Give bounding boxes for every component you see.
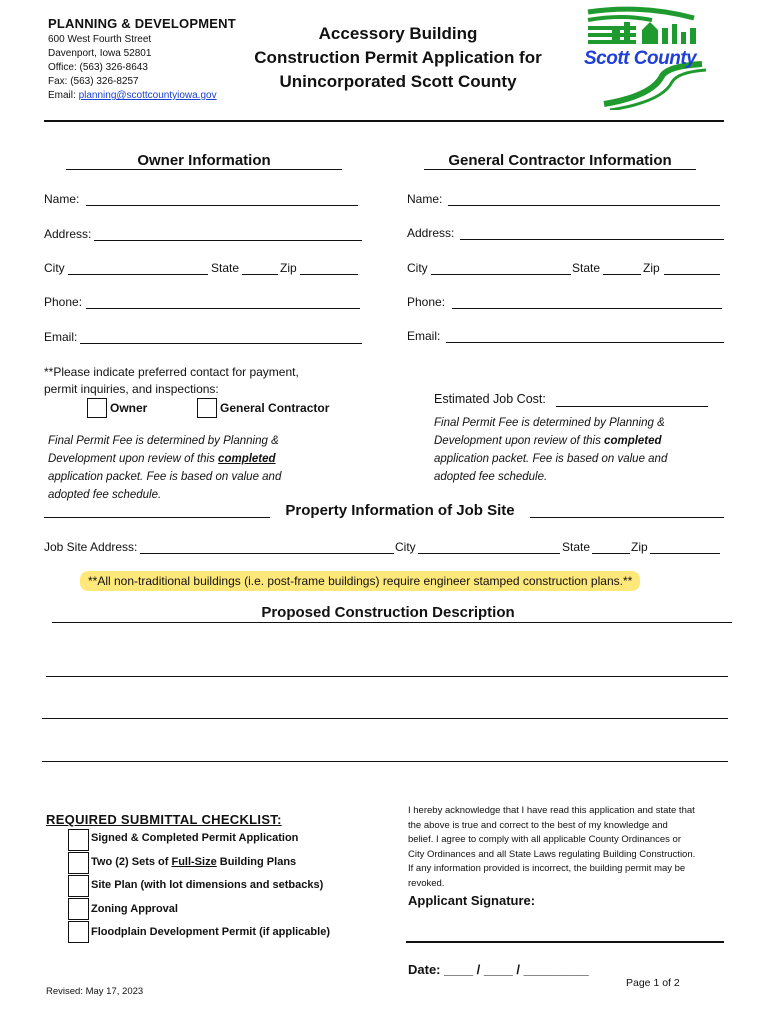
- email-link[interactable]: planning@scottcountyiowa.gov: [78, 90, 217, 101]
- contractor-zip-label: Zip: [643, 261, 660, 275]
- date-label[interactable]: Date: ____ / ____ / _________: [408, 962, 589, 977]
- owner-name-field[interactable]: [86, 205, 358, 206]
- checklist-item-2-em: Full-Size: [171, 856, 217, 868]
- ack-line-4: City Ordinances and all State Laws regulating Building Construction.: [408, 848, 696, 860]
- fee-note-contractor-line-1: Final Permit Fee is determined by Planning &: [434, 417, 665, 429]
- fee-note-owner-line-4: adopted fee schedule.: [48, 489, 162, 501]
- scott-county-logo: [582, 4, 716, 110]
- owner-address-field[interactable]: [94, 240, 362, 241]
- ack-line-5: If any information provided is incorrect, the building permit may be: [408, 863, 686, 874]
- job-site-label: Job Site Address:: [44, 540, 138, 554]
- fee-note-contractor-line-4: adopted fee schedule.: [434, 471, 548, 483]
- owner-phone-label: Phone:: [44, 295, 83, 309]
- owner-zip-field[interactable]: [300, 274, 358, 275]
- job-site-state-label: State: [562, 540, 591, 554]
- owner-state-field[interactable]: [242, 274, 278, 275]
- description-divider: [52, 622, 732, 623]
- checklist-checkbox-2[interactable]: [68, 852, 89, 874]
- contractor-name-field[interactable]: [448, 205, 720, 206]
- checklist-item-2-post: Building Plans: [216, 856, 297, 868]
- address-line-1: 600 West Fourth Street: [48, 34, 152, 45]
- ack-line-2: the above is true and correct to the best of my knowledge and: [408, 819, 668, 831]
- job-site-city-field[interactable]: [418, 553, 560, 554]
- fee-note-contractor-line-3: application packet. Fee is based on value and: [434, 453, 668, 465]
- fee-note-owner: [48, 432, 338, 504]
- engineer-notice: **All non-traditional buildings (i.e. post-frame buildings) require engineer stamped construction plans.**: [80, 571, 640, 591]
- owner-city-label: City: [44, 261, 65, 275]
- owner-contact-checkbox[interactable]: [87, 398, 107, 418]
- contractor-email-label: Email:: [407, 329, 441, 343]
- revised-date: Revised: May 17, 2023: [46, 986, 144, 997]
- fee-note-contractor: [434, 414, 724, 486]
- fee-note-contractor-line-2-em: completed: [604, 435, 662, 447]
- description-line-2[interactable]: [42, 718, 728, 719]
- job-cost-field[interactable]: [556, 406, 708, 407]
- owner-zip-label: Zip: [280, 261, 297, 275]
- contractor-email-field[interactable]: [446, 342, 724, 343]
- job-cost-label: Estimated Job Cost:: [434, 392, 546, 406]
- contractor-name-label: Name:: [407, 192, 443, 206]
- contractor-contact-label: General Contractor: [220, 401, 330, 415]
- department-name: PLANNING & DEVELOPMENT: [48, 16, 236, 31]
- contractor-contact-checkbox[interactable]: [197, 398, 217, 418]
- checklist-item-1: Signed & Completed Permit Application: [91, 832, 299, 844]
- checklist-item-4: Zoning Approval: [91, 903, 178, 915]
- owner-city-field[interactable]: [68, 274, 208, 275]
- owner-address-label: Address:: [44, 227, 92, 241]
- job-site-zip-label: Zip: [631, 540, 648, 554]
- contractor-heading-text: General Contractor Information: [448, 152, 672, 169]
- contractor-address-label: Address:: [407, 226, 455, 240]
- title-line-2: Construction Permit Application for: [254, 48, 542, 67]
- contact-pref-line-1: **Please indicate preferred contact for payment,: [44, 365, 299, 379]
- fee-note-contractor-line-2: [434, 432, 724, 450]
- checklist-item-2-text: Two (2) Sets of: [91, 856, 172, 868]
- contractor-state-field[interactable]: [603, 274, 641, 275]
- email-line: [48, 89, 217, 103]
- owner-phone-field[interactable]: [86, 308, 360, 309]
- ack-line-1: I hereby acknowledge that I have read this application and state that: [408, 805, 695, 816]
- header-divider: [44, 120, 724, 122]
- checklist-checkbox-4[interactable]: [68, 898, 89, 920]
- contractor-city-label: City: [407, 261, 428, 275]
- owner-contact-label: Owner: [110, 401, 148, 415]
- contractor-phone-field[interactable]: [452, 308, 722, 309]
- owner-heading: [66, 152, 342, 169]
- email-label: Email:: [48, 90, 79, 101]
- job-site-state-field[interactable]: [592, 553, 630, 554]
- acknowledgement: [408, 804, 728, 891]
- job-site-zip-field[interactable]: [650, 553, 720, 554]
- description-line-1[interactable]: [46, 676, 728, 677]
- contractor-zip-field[interactable]: [664, 274, 720, 275]
- address-line-2: Davenport, Iowa 52801: [48, 48, 152, 59]
- fee-note-owner-line-2: [48, 450, 338, 468]
- signature-line[interactable]: [406, 941, 724, 943]
- owner-heading-text: Owner Information: [137, 152, 271, 169]
- property-heading: Property Information of Job Site: [270, 502, 530, 519]
- contractor-city-field[interactable]: [431, 274, 571, 275]
- logo-text: Scott County: [584, 48, 697, 69]
- contact-pref-line-2: permit inquiries, and inspections:: [44, 382, 219, 396]
- office-phone: Office: (563) 326-8643: [48, 62, 148, 73]
- owner-name-label: Name:: [44, 192, 80, 206]
- signature-label: Applicant Signature:: [408, 893, 536, 908]
- contractor-state-label: State: [572, 261, 601, 275]
- checklist-checkbox-5[interactable]: [68, 921, 89, 943]
- fee-note-owner-line-2-em: completed: [218, 453, 276, 465]
- fee-note-owner-line-3: application packet. Fee is based on value and: [48, 471, 282, 483]
- title-line-1: Accessory Building: [318, 24, 478, 43]
- form-title: [238, 22, 558, 94]
- owner-email-label: Email:: [44, 330, 78, 344]
- checklist-item-3: Site Plan (with lot dimensions and setbacks): [91, 879, 324, 891]
- description-heading: Proposed Construction Description: [250, 604, 526, 621]
- checklist-item-2: [91, 856, 296, 868]
- contractor-heading: [424, 152, 696, 169]
- owner-state-label: State: [211, 261, 240, 275]
- fee-note-owner-line-1: Final Permit Fee is determined by Planning &: [48, 435, 279, 447]
- page-number: Page 1 of 2: [626, 977, 680, 989]
- job-site-field[interactable]: [140, 553, 394, 554]
- contractor-phone-label: Phone:: [407, 295, 446, 309]
- job-site-city-label: City: [395, 540, 416, 554]
- ack-line-3: belief. I agree to comply with all applicable County Ordinances or: [408, 834, 682, 845]
- fee-note-owner-line-2-text: Development upon review of this: [48, 453, 219, 465]
- checklist-checkbox-3[interactable]: [68, 875, 89, 897]
- checklist-heading: REQUIRED SUBMITTAL CHECKLIST:: [46, 812, 282, 827]
- owner-email-field[interactable]: [80, 343, 362, 344]
- ack-line-6: revoked.: [408, 877, 445, 889]
- checklist-item-5: Floodplain Development Permit (if applicable): [91, 926, 330, 938]
- description-line-3[interactable]: [42, 761, 728, 762]
- contractor-address-field[interactable]: [460, 239, 724, 240]
- fax-number: Fax: (563) 326-8257: [48, 76, 139, 87]
- checklist-checkbox-1[interactable]: [68, 829, 89, 851]
- title-line-3: Unincorporated Scott County: [279, 72, 517, 91]
- fee-note-contractor-line-2-text: Development upon review of this: [434, 435, 605, 447]
